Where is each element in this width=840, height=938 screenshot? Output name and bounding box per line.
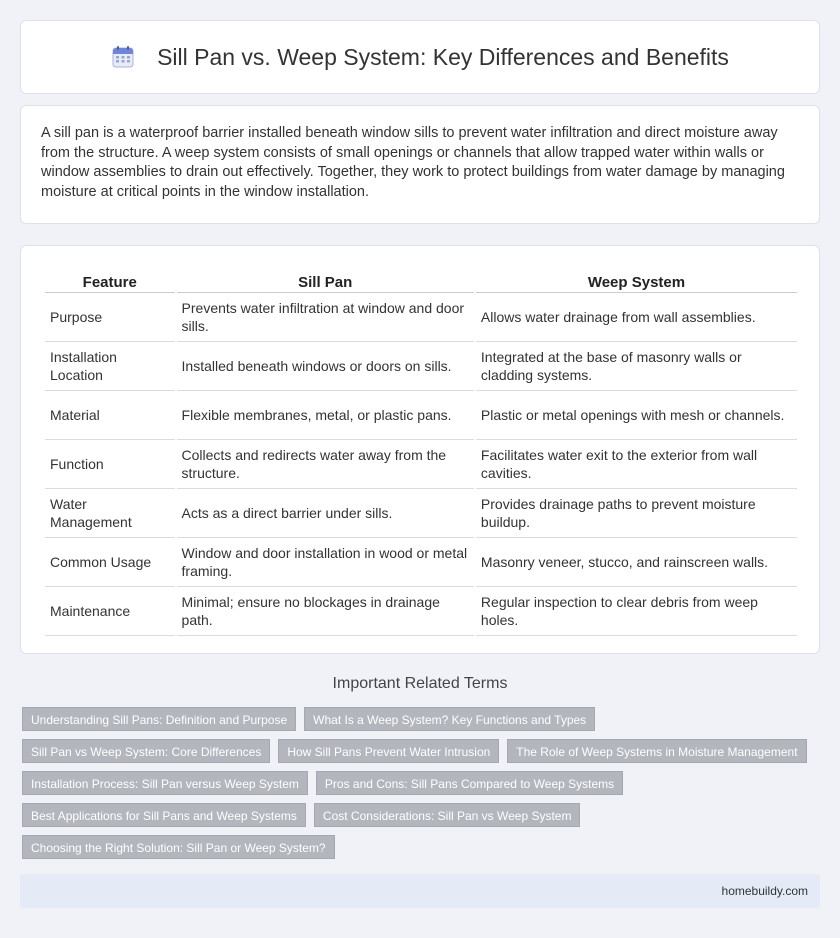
row-sill-pan: Installed beneath windows or doors on sills.: [177, 342, 474, 391]
related-term-tag[interactable]: Choosing the Right Solution: Sill Pan or Weep System?: [22, 835, 335, 859]
footer-bar: [20, 874, 820, 908]
row-feature: Maintenance: [45, 587, 175, 636]
row-weep-system: Facilitates water exit to the exterior from wall cavities.: [476, 440, 797, 489]
row-feature: Water Management: [45, 489, 175, 538]
row-weep-system: Integrated at the base of masonry walls or cladding systems.: [476, 342, 797, 391]
tag-row: [22, 803, 802, 827]
related-term-tag[interactable]: How Sill Pans Prevent Water Intrusion: [278, 739, 499, 763]
table-row: [45, 538, 797, 587]
title-wrap: [111, 44, 729, 71]
related-terms-title: Important Related Terms: [332, 675, 508, 692]
table-row: [45, 587, 797, 636]
row-feature: Common Usage: [45, 538, 175, 587]
related-terms-tags: [22, 707, 802, 867]
intro-card: [20, 105, 820, 224]
related-term-tag[interactable]: Best Applications for Sill Pans and Weep Systems: [22, 803, 306, 827]
page-title: Sill Pan vs. Weep System: Key Differences and Benefits: [157, 43, 729, 70]
row-feature: Purpose: [45, 293, 175, 342]
related-term-tag[interactable]: Pros and Cons: Sill Pans Compared to Weep Systems: [316, 771, 623, 795]
row-weep-system: Masonry veneer, stucco, and rainscreen walls.: [476, 538, 797, 587]
row-sill-pan: Flexible membranes, metal, or plastic pans.: [177, 391, 474, 440]
header-sill-pan: Sill Pan: [177, 266, 474, 293]
related-term-tag[interactable]: What Is a Weep System? Key Functions and Types: [304, 707, 595, 731]
tag-row: [22, 771, 802, 795]
related-term-tag[interactable]: Sill Pan vs Weep System: Core Differences: [22, 739, 270, 763]
intro-paragraph: A sill pan is a waterproof barrier installed beneath window sills to prevent water infiltration and direct moisture away from the structure. A weep system consists of small openings or channels that allow trapped water within walls or window assemblies to drain out effectively. Together, they work to protect buildings from water damage by managing moisture at critical points in the window installation.: [41, 125, 785, 200]
related-term-tag[interactable]: Installation Process: Sill Pan versus Weep System: [22, 771, 308, 795]
row-sill-pan: Collects and redirects water away from the structure.: [177, 440, 474, 489]
tag-row: [22, 739, 802, 763]
related-term-tag[interactable]: The Role of Weep Systems in Moisture Management: [507, 739, 806, 763]
row-weep-system: Regular inspection to clear debris from weep holes.: [476, 587, 797, 636]
row-sill-pan: Minimal; ensure no blockages in drainage path.: [177, 587, 474, 636]
comparison-table-card: [20, 245, 820, 654]
tag-row: [22, 707, 802, 731]
table-header-row: [45, 266, 797, 293]
row-weep-system: Provides drainage paths to prevent moisture buildup.: [476, 489, 797, 538]
table-row: [45, 342, 797, 391]
row-weep-system: Allows water drainage from wall assemblies.: [476, 293, 797, 342]
related-term-tag[interactable]: Understanding Sill Pans: Definition and Purpose: [22, 707, 296, 731]
related-term-tag[interactable]: Cost Considerations: Sill Pan vs Weep System: [314, 803, 581, 827]
row-feature: Installation Location: [45, 342, 175, 391]
table-row: [45, 391, 797, 440]
table-row: [45, 489, 797, 538]
row-feature: Function: [45, 440, 175, 489]
footer-site-link[interactable]: homebuildy.com: [721, 884, 808, 898]
table-row: [45, 293, 797, 342]
tag-row: [22, 835, 802, 859]
row-weep-system: Plastic or metal openings with mesh or channels.: [476, 391, 797, 440]
row-sill-pan: Window and door installation in wood or metal framing.: [177, 538, 474, 587]
calendar-icon: [111, 45, 135, 69]
header-feature: Feature: [45, 266, 175, 293]
header-card: [20, 20, 820, 94]
row-feature: Material: [45, 391, 175, 440]
table-row: [45, 440, 797, 489]
row-sill-pan: Acts as a direct barrier under sills.: [177, 489, 474, 538]
row-sill-pan: Prevents water infiltration at window and door sills.: [177, 293, 474, 342]
comparison-table: [43, 266, 799, 636]
header-weep-system: Weep System: [476, 266, 797, 293]
